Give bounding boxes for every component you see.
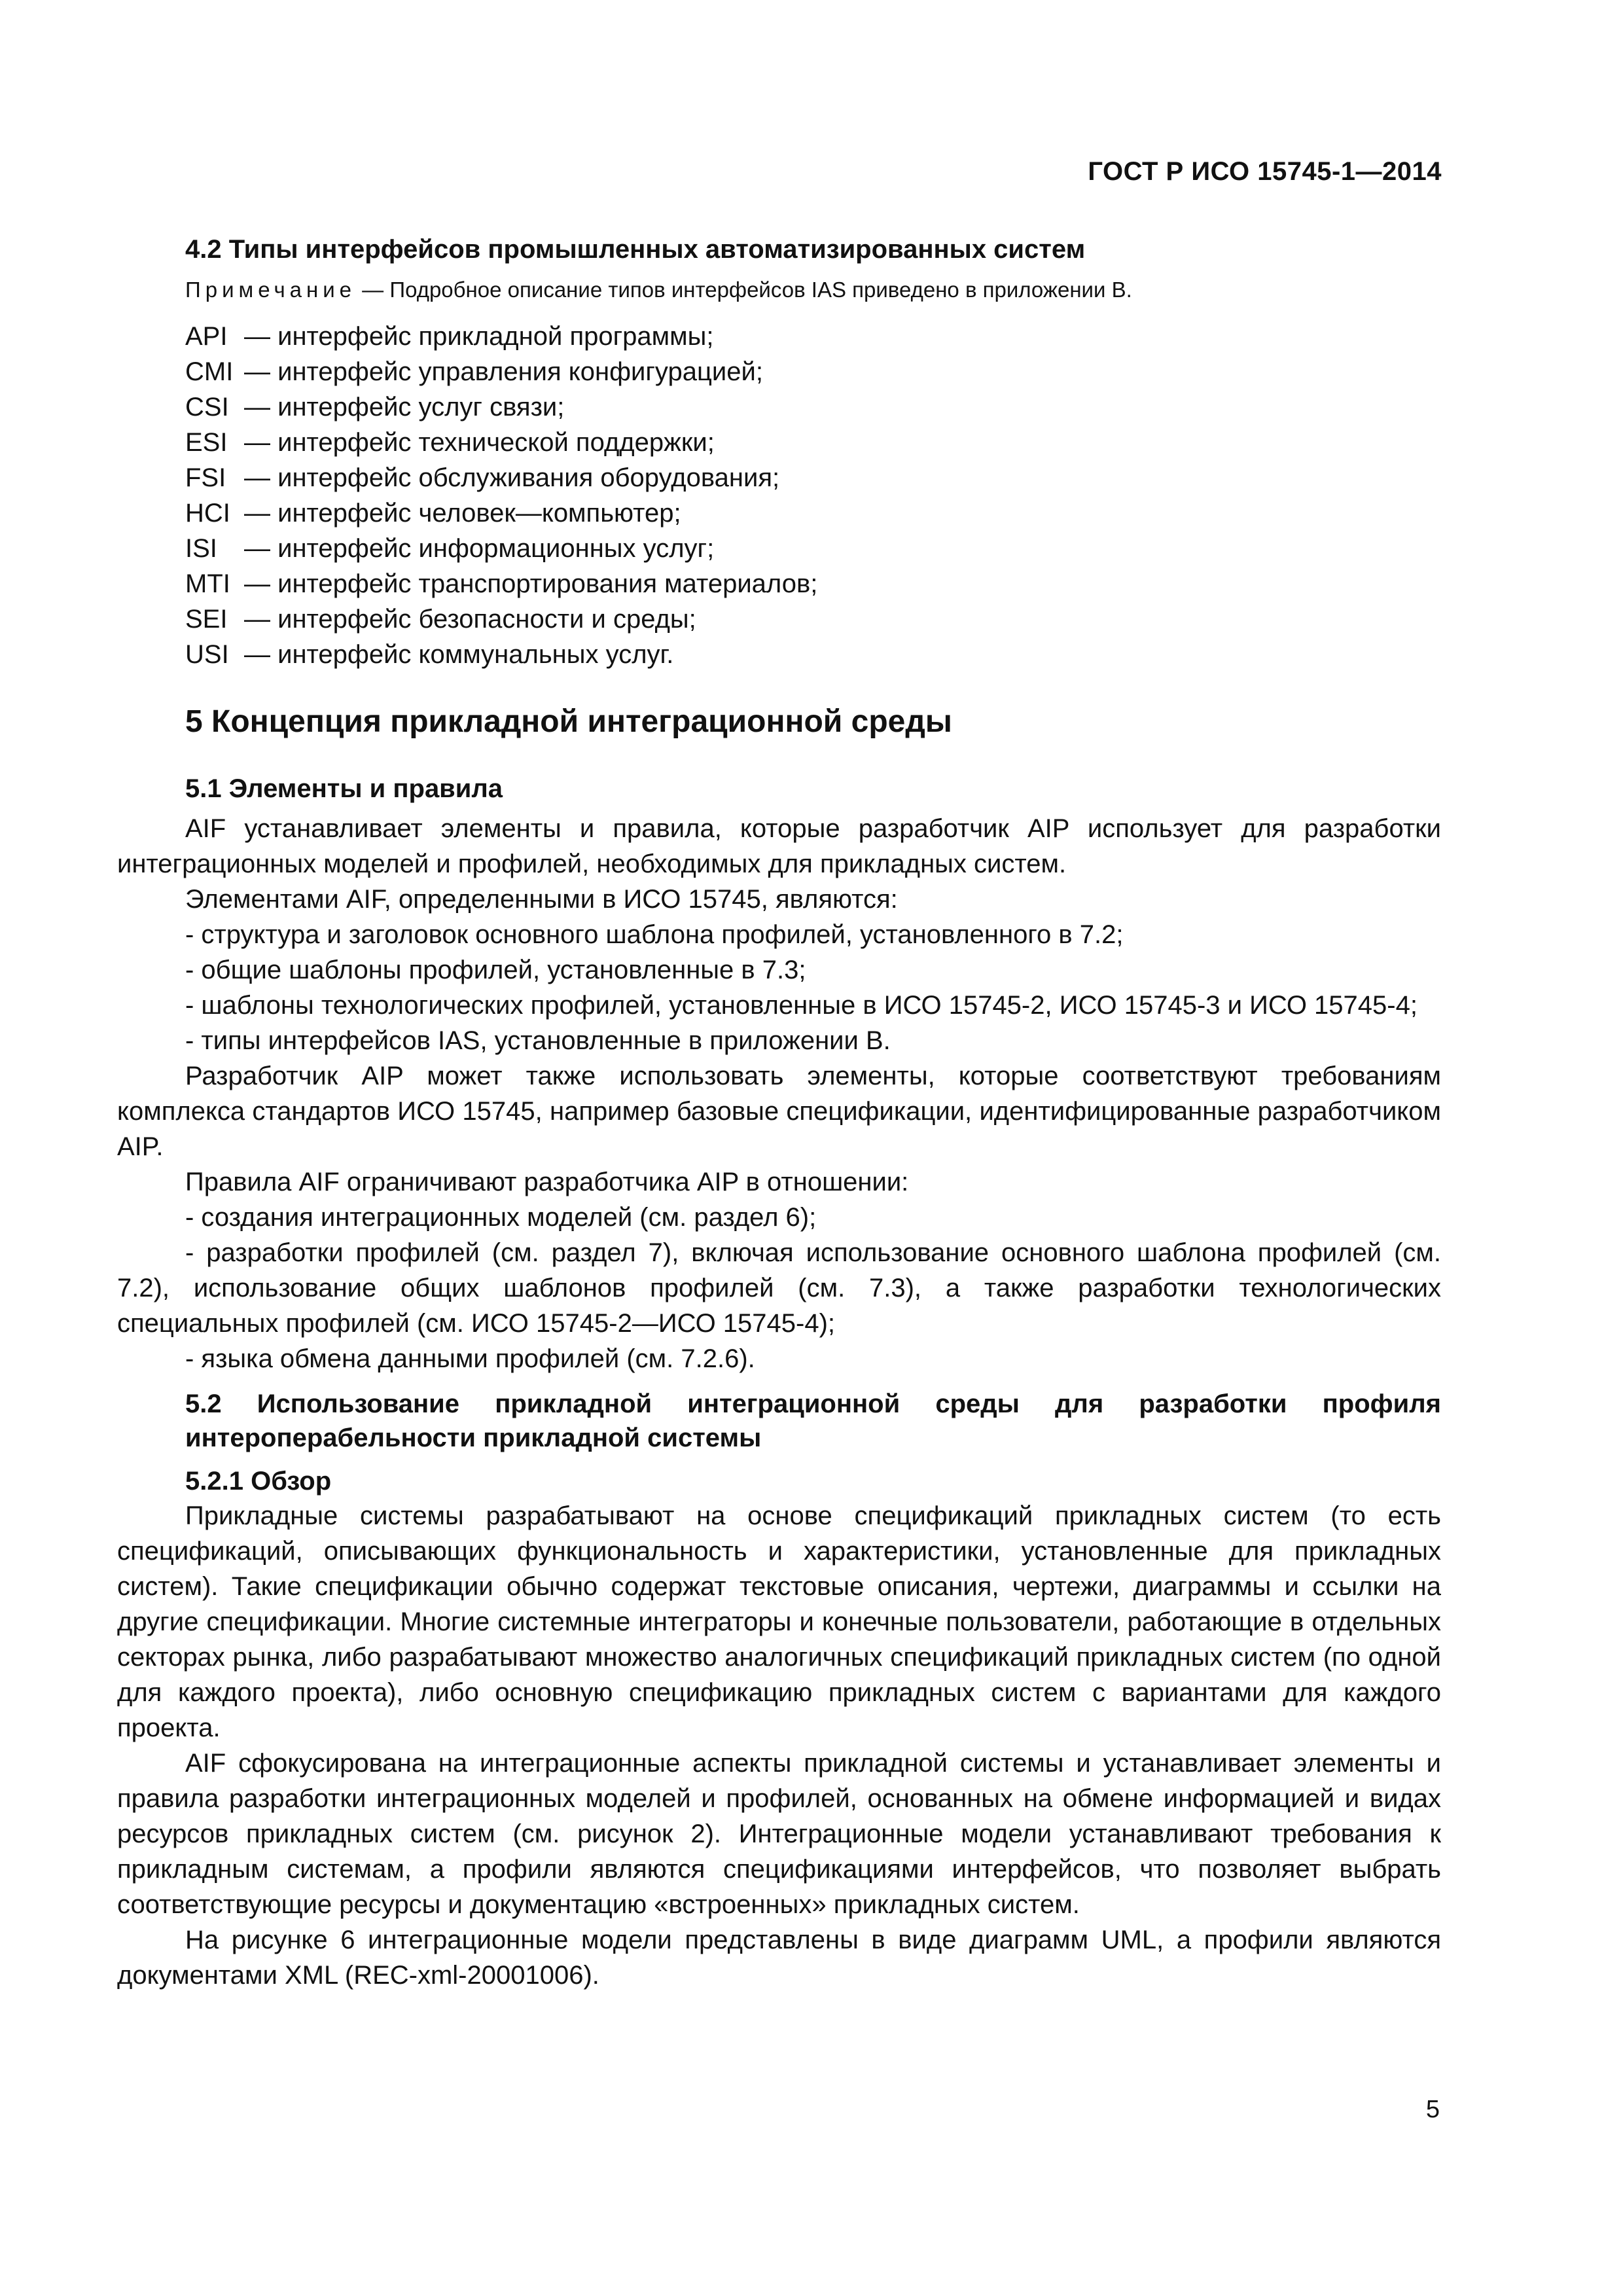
paragraph: Разработчик AIP может также использовать элементы, которые соответствуют требованиям комплекса стандартов ИСО 15745, например базовые спецификации, идентифицированные разработчиком AIP. <box>117 1062 1441 1161</box>
abbreviation-item <box>185 601 1441 637</box>
abbreviation-item <box>185 637 1441 672</box>
abbreviation-code: HCI <box>185 499 230 528</box>
abbreviation-code: ESI <box>185 428 228 457</box>
abbreviation-definition: — интерфейс технической поддержки; <box>244 428 715 457</box>
section-5-1-heading: 5.1 Элементы и правила <box>185 774 503 803</box>
list-item: - общие шаблоны профилей, установленные в 7.3; <box>185 956 806 984</box>
section-5-heading: 5 Концепция прикладной интеграционной среды <box>185 704 952 739</box>
abbreviation-item <box>185 531 1441 566</box>
abbreviation-list <box>185 319 1441 672</box>
abbreviation-item <box>185 566 1441 601</box>
abbreviation-definition: — интерфейс информационных услуг; <box>244 534 715 563</box>
list-item: - шаблоны технологических профилей, установленные в ИСО 15745-2, ИСО 15745-3 и ИСО 15745-4; <box>185 991 1418 1020</box>
abbreviation-definition: — интерфейс управления конфигурацией; <box>244 357 763 386</box>
paragraph: AIF устанавливает элементы и правила, которые разработчик AIP использует для разработки интеграционных моделей и профилей, необходимых для прикладных систем. <box>117 814 1441 878</box>
abbreviation-code: USI <box>185 640 229 669</box>
abbreviation-code: FSI <box>185 463 226 492</box>
abbreviation-item <box>185 425 1441 460</box>
abbreviation-code: CMI <box>185 357 234 386</box>
page-number: 5 <box>1425 2096 1440 2123</box>
section-5-2-1-heading: 5.2.1 Обзор <box>185 1467 332 1496</box>
abbreviation-code: ISI <box>185 534 217 563</box>
list-item: - создания интеграционных моделей (см. раздел 6); <box>185 1203 817 1232</box>
abbreviation-definition: — интерфейс транспортирования материалов; <box>244 569 818 598</box>
abbreviation-item <box>185 460 1441 495</box>
note-label: Примечание <box>185 278 357 302</box>
abbreviation-code: MTI <box>185 569 230 598</box>
list-item: - типы интерфейсов IAS, установленные в приложении B. <box>185 1026 891 1055</box>
abbreviation-definition: — интерфейс безопасности и среды; <box>244 605 696 634</box>
page-content <box>117 232 1441 1993</box>
abbreviation-definition: — интерфейс обслуживания оборудования; <box>244 463 780 492</box>
paragraph: Правила AIF ограничивают разработчика AIP в отношении: <box>185 1168 909 1196</box>
abbreviation-item <box>185 319 1441 354</box>
abbreviation-item <box>185 389 1441 425</box>
paragraph: AIF сфокусирована на интеграционные аспекты прикладной системы и устанавливает элементы и правила разработки интеграционных моделей и профилей, основанных на обмене информацией и видах ресурсов прикладных систем (см. рисунок 2). Интеграционные модели устанавливают требования к прикладным системам, а профили являются спецификациями интерфейсов, что позволяет выбрать соответствующие ресурсы и документацию «встроенных» прикладных систем. <box>117 1749 1441 1919</box>
list-item: - языка обмена данными профилей (см. 7.2.6). <box>185 1344 755 1373</box>
section-5-2-heading: 5.2 Использование прикладной интеграционной среды для разработки профиля интероперабельности прикладной системы <box>185 1390 1441 1452</box>
note-text: — Подробное описание типов интерфейсов IAS приведено в приложении B. <box>356 278 1132 302</box>
document-header-id: ГОСТ Р ИСО 15745-1—2014 <box>1088 157 1442 186</box>
abbreviation-item <box>185 354 1441 389</box>
list-item: - структура и заголовок основного шаблона профилей, установленного в 7.2; <box>185 920 1124 949</box>
section-4-2-heading: 4.2 Типы интерфейсов промышленных автоматизированных систем <box>185 235 1086 264</box>
abbreviation-definition: — интерфейс прикладной программы; <box>244 322 714 351</box>
paragraph: Элементами AIF, определенными в ИСО 15745, являются: <box>185 885 898 914</box>
abbreviation-code: API <box>185 322 228 351</box>
list-item: - разработки профилей (см. раздел 7), включая использование основного шаблона профилей (см. 7.2), использование общих шаблонов профилей (см. 7.3), а также разработки технологических специальных профилей (см. ИСО 15745-2—ИСО 15745-4); <box>117 1238 1441 1338</box>
abbreviation-definition: — интерфейс услуг связи; <box>244 393 565 422</box>
paragraph: На рисунке 6 интеграционные модели представлены в виде диаграмм UML, а профили являются документами XML (REC-xml-20001006). <box>117 1926 1441 1990</box>
abbreviation-definition: — интерфейс человек—компьютер; <box>244 499 681 528</box>
abbreviation-code: SEI <box>185 605 228 634</box>
note <box>185 273 1441 307</box>
paragraph: Прикладные системы разрабатывают на основе спецификаций прикладных систем (то есть спецификаций, описывающих функциональность и характеристики, установленные для прикладных систем). Такие спецификации обычно содержат текстовые описания, чертежи, диаграммы и ссылки на другие спецификации. Многие системные интеграторы и конечные пользователи, работающие в отдельных секторах рынка, либо разрабатывают множество аналогичных спецификаций прикладных систем (по одной для каждого проекта), либо основную спецификацию прикладных систем с вариантами для каждого проекта. <box>117 1501 1441 1742</box>
abbreviation-code: CSI <box>185 393 229 422</box>
abbreviation-definition: — интерфейс коммунальных услуг. <box>244 640 674 669</box>
abbreviation-item <box>185 495 1441 531</box>
